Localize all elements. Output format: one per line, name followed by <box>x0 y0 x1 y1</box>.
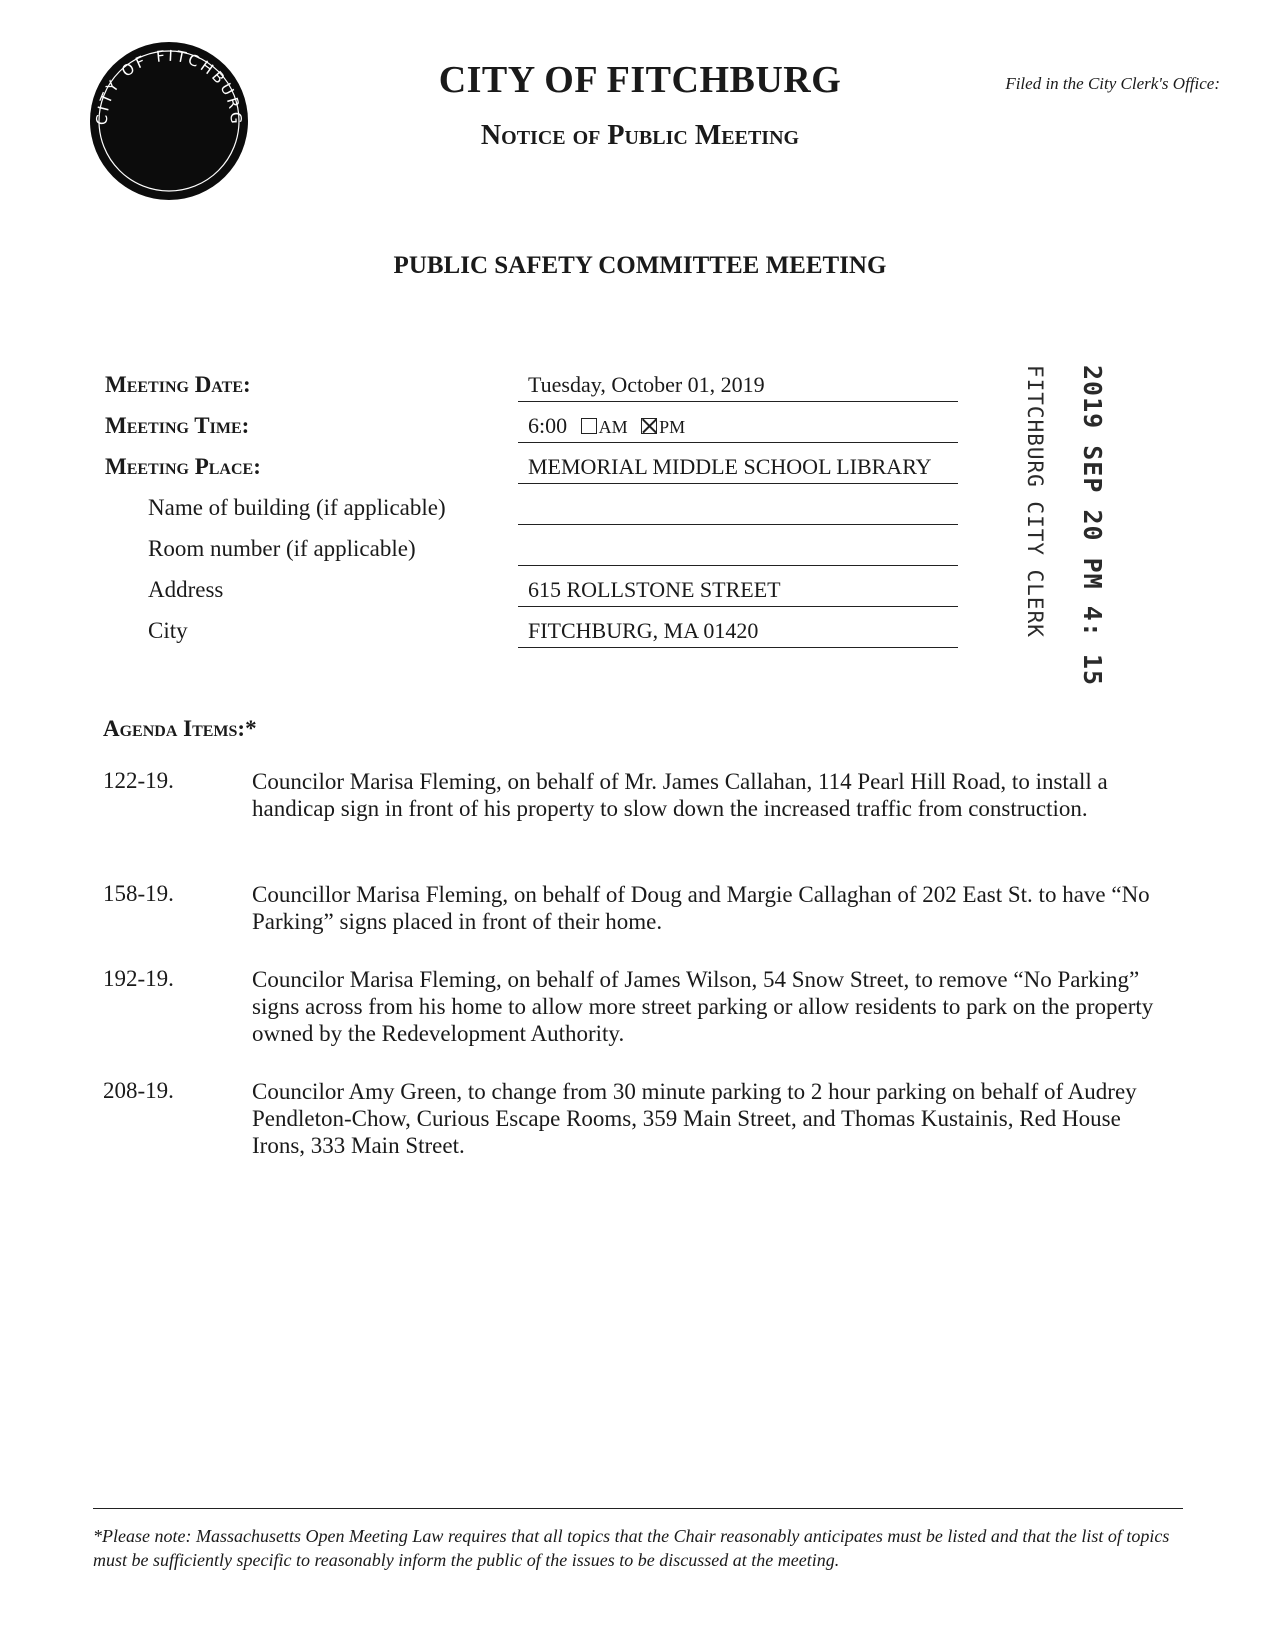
agenda-item-text: Councilor Amy Green, to change from 30 minute parking to 2 hour parking on behalf of Audrey Pendleton-Chow, Curious Escape Rooms, 359 Main Street, and Thomas Kustainis, Red House Irons, 333 Main Street. <box>252 1079 1137 1158</box>
meeting-date-value: Tuesday, October 01, 2019 <box>518 372 958 402</box>
svg-text:CITY OF FITCHBURG <box>93 47 246 127</box>
room-label: Room number (if applicable) <box>148 536 416 561</box>
address-label: Address <box>148 577 224 602</box>
agenda-item-text: Councillor Marisa Fleming, on behalf of Doug and Margie Callaghan of 202 East St. to have “No Parking” signs placed in front of their home. <box>252 882 1150 934</box>
committee-heading: PUBLIC SAFETY COMMITTEE MEETING <box>393 252 887 279</box>
agenda-heading: Agenda Items:* <box>103 716 257 741</box>
agenda-item-number: 122-19. <box>103 768 174 793</box>
building-value <box>518 495 958 525</box>
meeting-place-label: Meeting Place: <box>105 454 261 479</box>
meeting-date-label: Meeting Date: <box>105 372 251 397</box>
pm-checkbox <box>641 418 657 434</box>
seal-text: CITY OF FITCHBURG <box>92 46 246 128</box>
agenda-item-number: 208-19. <box>103 1078 174 1103</box>
pm-label: PM <box>659 417 686 437</box>
meeting-time-label: Meeting Time: <box>105 413 250 438</box>
clerk-received-stamp <box>1005 365 1115 687</box>
address-value: 615 ROLLSTONE STREET <box>518 577 958 607</box>
seal-graphic <box>90 42 248 200</box>
document-subtitle: Notice of Public Meeting <box>480 120 800 151</box>
stamp-datetime: 2019 SEP 20 PM 4: 15 <box>1078 365 1107 687</box>
am-checkbox <box>581 418 597 434</box>
city-label: City <box>148 618 188 643</box>
stamp-office: FITCHBURG CITY CLERK <box>1023 365 1047 638</box>
city-seal <box>90 42 248 200</box>
agenda-item-number: 192-19. <box>103 966 174 991</box>
document-title: CITY OF FITCHBURG <box>438 59 842 101</box>
agenda-item-text: Councilor Marisa Fleming, on behalf of James Wilson, 54 Snow Street, to remove “No Parking” signs across from his home to allow more street parking or allow residents to park on the property owned by the Redevelopment Authority. <box>252 967 1154 1046</box>
agenda-item-text: Councilor Marisa Fleming, on behalf of Mr. James Callahan, 114 Pearl Hill Road, to install a handicap sign in front of his property to slow down the increased traffic from construction. <box>252 769 1108 821</box>
room-value <box>518 536 958 566</box>
meeting-time-value <box>518 413 958 443</box>
am-label: AM <box>598 417 628 437</box>
footer-divider <box>93 1508 1183 1509</box>
open-meeting-law-note: *Please note: Massachusetts Open Meeting Law requires that all topics that the Chair reasonably anticipates must be listed and that the list of topics must be sufficiently specific to reasonably inform the public of the issues to be discussed at the meeting. <box>93 1526 1170 1570</box>
building-label: Name of building (if applicable) <box>148 495 446 520</box>
time-text: 6:00 <box>528 413 568 438</box>
filed-note: Filed in the City Clerk's Office: <box>1005 74 1220 93</box>
agenda-item-number: 158-19. <box>103 881 174 906</box>
meeting-place-value: MEMORIAL MIDDLE SCHOOL LIBRARY <box>518 454 958 484</box>
city-value: FITCHBURG, MA 01420 <box>518 618 958 648</box>
